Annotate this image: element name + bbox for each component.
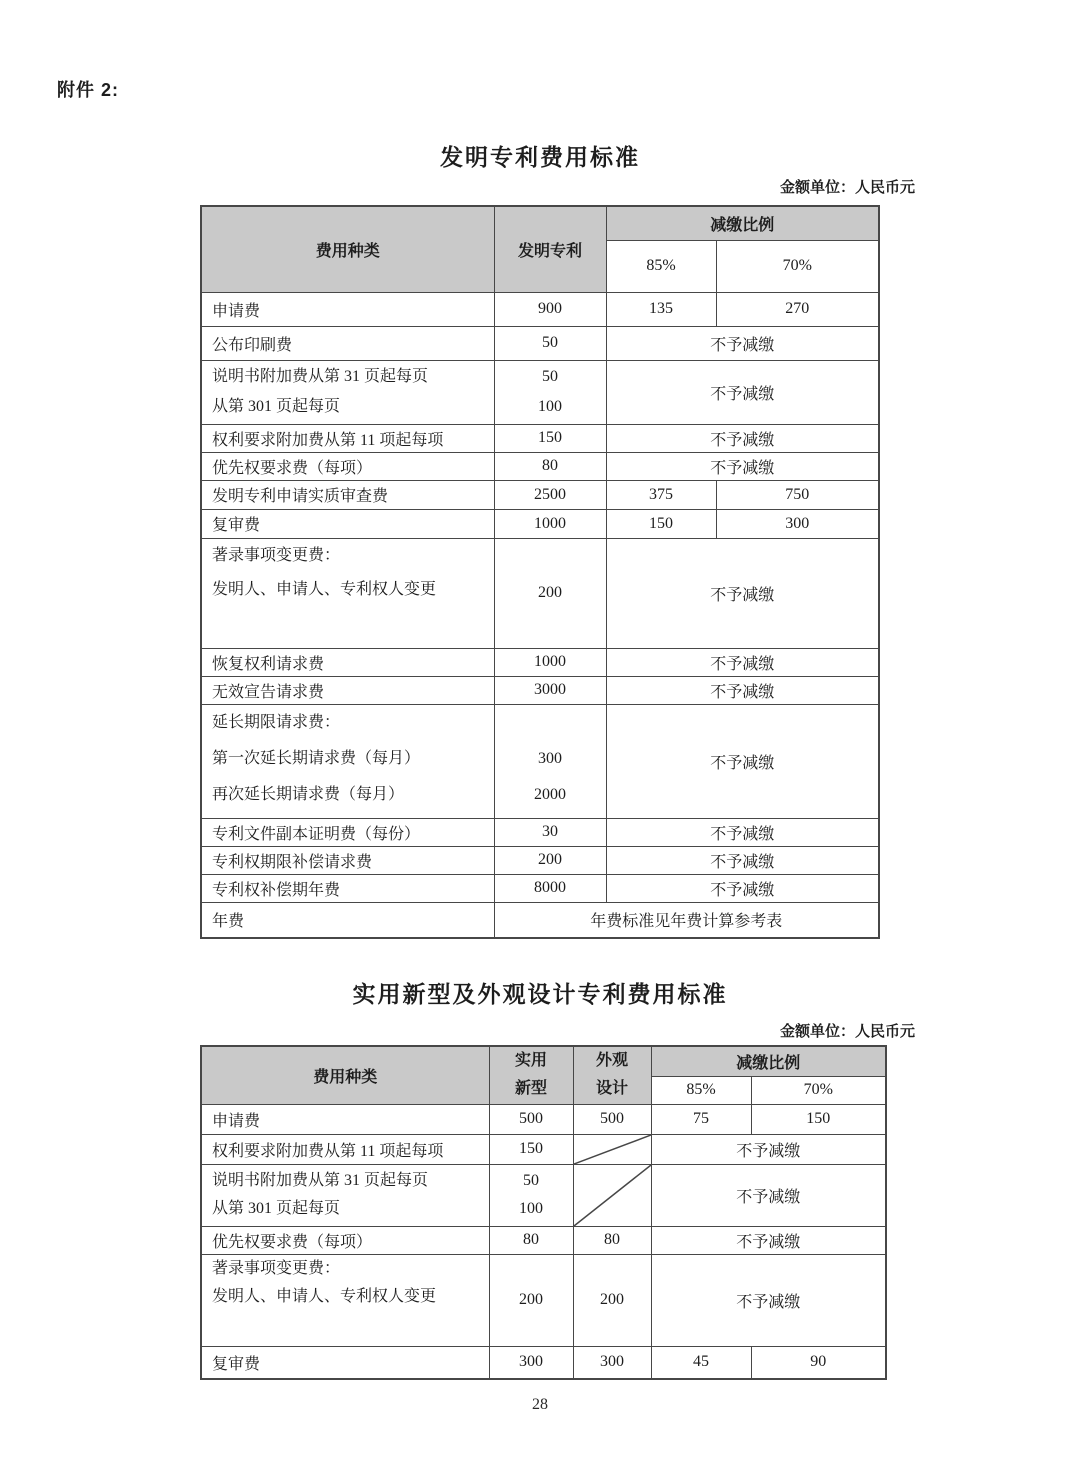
fee-type-cell: 专利文件副本证明费（每份） bbox=[201, 818, 494, 846]
utility-fee-cell: 500 bbox=[489, 1104, 573, 1134]
utility-fee-cell: 80 bbox=[489, 1226, 573, 1254]
reduction-70-cell: 270 bbox=[716, 292, 879, 326]
na-diagonal-icon bbox=[574, 1165, 651, 1226]
reduction-merged-cell: 不予减缴 bbox=[606, 648, 879, 676]
reduction-70-cell: 90 bbox=[751, 1346, 886, 1379]
reduction-merged-cell: 不予减缴 bbox=[606, 818, 879, 846]
reduction-85-cell: 150 bbox=[606, 509, 716, 538]
utility-fee-cell bbox=[489, 1164, 573, 1226]
fee-type-cell: 申请费 bbox=[201, 292, 494, 326]
fee-type-cell: 申请费 bbox=[201, 1104, 489, 1134]
table-row bbox=[201, 1226, 886, 1254]
table-row bbox=[201, 509, 879, 538]
fee-amount-cell bbox=[494, 360, 606, 424]
table-row bbox=[201, 292, 879, 326]
fee-type-cell: 恢复权利请求费 bbox=[201, 648, 494, 676]
reduction-merged-cell: 不予减缴 bbox=[651, 1254, 886, 1346]
reduction-70-cell: 300 bbox=[716, 509, 879, 538]
fee-type-line: 说明书附加费从第 31 页起每页 bbox=[212, 1172, 429, 1189]
fee-amount-cell: 3000 bbox=[494, 676, 606, 704]
reduction-merged-cell: 不予减缴 bbox=[606, 360, 879, 424]
header-utility-line: 实用 bbox=[514, 1052, 547, 1070]
table-row bbox=[201, 648, 879, 676]
utility-fee-cell: 150 bbox=[489, 1134, 573, 1164]
fee-type-cell: 专利权期限补偿请求费 bbox=[201, 846, 494, 874]
header-invention-patent: 发明专利 bbox=[494, 206, 606, 292]
utility-design-fee-table bbox=[200, 1045, 887, 1380]
fee-amount-line: 50 bbox=[523, 1172, 539, 1189]
reduction-70-cell: 150 bbox=[751, 1104, 886, 1134]
table-row bbox=[201, 1104, 886, 1134]
reduction-merged-cell: 不予减缴 bbox=[651, 1164, 886, 1226]
fee-type-cell bbox=[201, 1164, 489, 1226]
fee-type-cell: 发明专利申请实质审查费 bbox=[201, 480, 494, 509]
design-fee-cell: 300 bbox=[573, 1346, 651, 1379]
fee-amount-cell: 80 bbox=[494, 452, 606, 480]
fee-type-line: 著录事项变更费： bbox=[212, 546, 341, 564]
reduction-merged-cell: 不予减缴 bbox=[651, 1226, 886, 1254]
header-reduction-ratio: 减缴比例 bbox=[651, 1046, 886, 1076]
reduction-85-cell: 375 bbox=[606, 480, 716, 509]
fee-type-line: 第一次延长期请求费（每月） bbox=[212, 749, 421, 767]
header-ratio-70: 70% bbox=[716, 240, 879, 292]
fee-type-line: 从第 301 页起每页 bbox=[212, 398, 341, 415]
table-row bbox=[201, 326, 879, 360]
fee-amount-line bbox=[495, 705, 606, 741]
reduction-85-cell: 45 bbox=[651, 1346, 751, 1379]
fee-amount-cell: 8000 bbox=[494, 874, 606, 902]
header-utility-line: 新型 bbox=[514, 1080, 547, 1098]
utility-fee-cell: 300 bbox=[489, 1346, 573, 1379]
table-row bbox=[201, 1346, 886, 1379]
reduction-merged-cell: 不予减缴 bbox=[651, 1134, 886, 1164]
attachment-label: 附件 2: bbox=[57, 80, 120, 100]
table-row bbox=[201, 818, 879, 846]
fee-type-cell: 无效宣告请求费 bbox=[201, 676, 494, 704]
fee-type-cell bbox=[201, 704, 494, 818]
fee-amount-cell: 50 bbox=[494, 326, 606, 360]
reduction-85-cell: 75 bbox=[651, 1104, 751, 1134]
fee-amount-cell bbox=[494, 704, 606, 818]
fee-type-cell bbox=[201, 538, 494, 648]
reduction-merged-cell: 不予减缴 bbox=[606, 676, 879, 704]
fee-type-cell bbox=[201, 1254, 489, 1346]
table-row bbox=[201, 1164, 886, 1226]
page-number: 28 bbox=[532, 1396, 548, 1413]
fee-type-cell: 权利要求附加费从第 11 项起每项 bbox=[201, 424, 494, 452]
reduction-merged-cell: 不予减缴 bbox=[606, 538, 879, 648]
fee-type-line: 再次延长期请求费（每月） bbox=[212, 785, 405, 803]
fee-type-line: 从第 301 页起每页 bbox=[212, 1200, 341, 1217]
fee-type-line: 说明书附加费从第 31 页起每页 bbox=[212, 368, 429, 385]
design-fee-cell bbox=[573, 1164, 651, 1226]
table-row bbox=[201, 424, 879, 452]
fee-amount-line: 50 bbox=[542, 368, 558, 385]
table2-title: 实用新型及外观设计专利费用标准 bbox=[352, 981, 728, 1007]
fee-type-cell bbox=[201, 360, 494, 424]
fee-amount-cell: 30 bbox=[494, 818, 606, 846]
fee-type-cell: 复审费 bbox=[201, 509, 494, 538]
fee-amount-line: 100 bbox=[538, 398, 562, 415]
fee-type-cell: 复审费 bbox=[201, 1346, 489, 1379]
design-fee-cell bbox=[573, 1134, 651, 1164]
design-fee-cell: 80 bbox=[573, 1226, 651, 1254]
table-row bbox=[201, 676, 879, 704]
reduction-70-cell: 750 bbox=[716, 480, 879, 509]
header-fee-type: 费用种类 bbox=[201, 206, 494, 292]
na-diagonal-icon bbox=[574, 1135, 651, 1164]
header-fee-type: 费用种类 bbox=[201, 1046, 489, 1104]
fee-type-cell: 公布印刷费 bbox=[201, 326, 494, 360]
reduction-merged-cell: 不予减缴 bbox=[606, 424, 879, 452]
fee-amount-line: 300 bbox=[538, 749, 562, 767]
fee-amount-line: 100 bbox=[519, 1200, 543, 1217]
design-fee-cell: 200 bbox=[573, 1254, 651, 1346]
invention-patent-fee-table bbox=[200, 205, 880, 939]
fee-amount-line: 2000 bbox=[534, 785, 566, 803]
fee-amount-cell: 2500 bbox=[494, 480, 606, 509]
header-ratio-70: 70% bbox=[751, 1076, 886, 1104]
reduction-merged-cell: 不予减缴 bbox=[606, 452, 879, 480]
fee-type-cell: 专利权补偿期年费 bbox=[201, 874, 494, 902]
table1-unit-note: 金额单位：人民币元 bbox=[779, 179, 915, 196]
table-row bbox=[201, 846, 879, 874]
table-row bbox=[201, 452, 879, 480]
table-row bbox=[201, 538, 879, 648]
header-design bbox=[573, 1046, 651, 1104]
fee-type-line: 著录事项变更费： bbox=[212, 1259, 341, 1277]
fee-amount-cell: 200 bbox=[494, 846, 606, 874]
reduction-merged-cell: 不予减缴 bbox=[606, 326, 879, 360]
reduction-merged-cell: 不予减缴 bbox=[606, 874, 879, 902]
table-row bbox=[201, 480, 879, 509]
fee-type-cell: 年费 bbox=[201, 902, 494, 938]
table-header-row bbox=[201, 1046, 886, 1076]
reduction-85-cell: 135 bbox=[606, 292, 716, 326]
table-row bbox=[201, 360, 879, 424]
design-fee-cell: 500 bbox=[573, 1104, 651, 1134]
table1-title: 发明专利费用标准 bbox=[440, 144, 640, 170]
table-row bbox=[201, 1134, 886, 1164]
header-ratio-85: 85% bbox=[651, 1076, 751, 1104]
header-design-line: 设计 bbox=[595, 1080, 628, 1098]
table-row bbox=[201, 704, 879, 818]
utility-fee-cell: 200 bbox=[489, 1254, 573, 1346]
annual-fee-note-cell: 年费标准见年费计算参考表 bbox=[494, 902, 879, 938]
table2-unit-note: 金额单位：人民币元 bbox=[779, 1023, 915, 1040]
table-header-row bbox=[201, 206, 879, 240]
fee-type-line: 发明人、申请人、专利权人变更 bbox=[212, 580, 437, 598]
fee-type-cell: 优先权要求费（每项） bbox=[201, 452, 494, 480]
fee-amount-cell: 900 bbox=[494, 292, 606, 326]
fee-amount-cell: 1000 bbox=[494, 648, 606, 676]
header-design-line: 外观 bbox=[595, 1052, 628, 1070]
header-reduction-ratio: 减缴比例 bbox=[606, 206, 879, 240]
fee-type-cell: 优先权要求费（每项） bbox=[201, 1226, 489, 1254]
header-ratio-85: 85% bbox=[606, 240, 716, 292]
reduction-merged-cell: 不予减缴 bbox=[606, 846, 879, 874]
reduction-merged-cell: 不予减缴 bbox=[606, 704, 879, 818]
fee-amount-cell: 200 bbox=[494, 538, 606, 648]
table-row bbox=[201, 1254, 886, 1346]
fee-type-cell: 权利要求附加费从第 11 项起每项 bbox=[201, 1134, 489, 1164]
fee-amount-cell: 1000 bbox=[494, 509, 606, 538]
fee-type-line: 发明人、申请人、专利权人变更 bbox=[212, 1287, 437, 1305]
fee-amount-cell: 150 bbox=[494, 424, 606, 452]
table-row bbox=[201, 874, 879, 902]
table-row bbox=[201, 902, 879, 938]
header-utility-model bbox=[489, 1046, 573, 1104]
fee-type-line: 延长期限请求费： bbox=[212, 713, 341, 731]
